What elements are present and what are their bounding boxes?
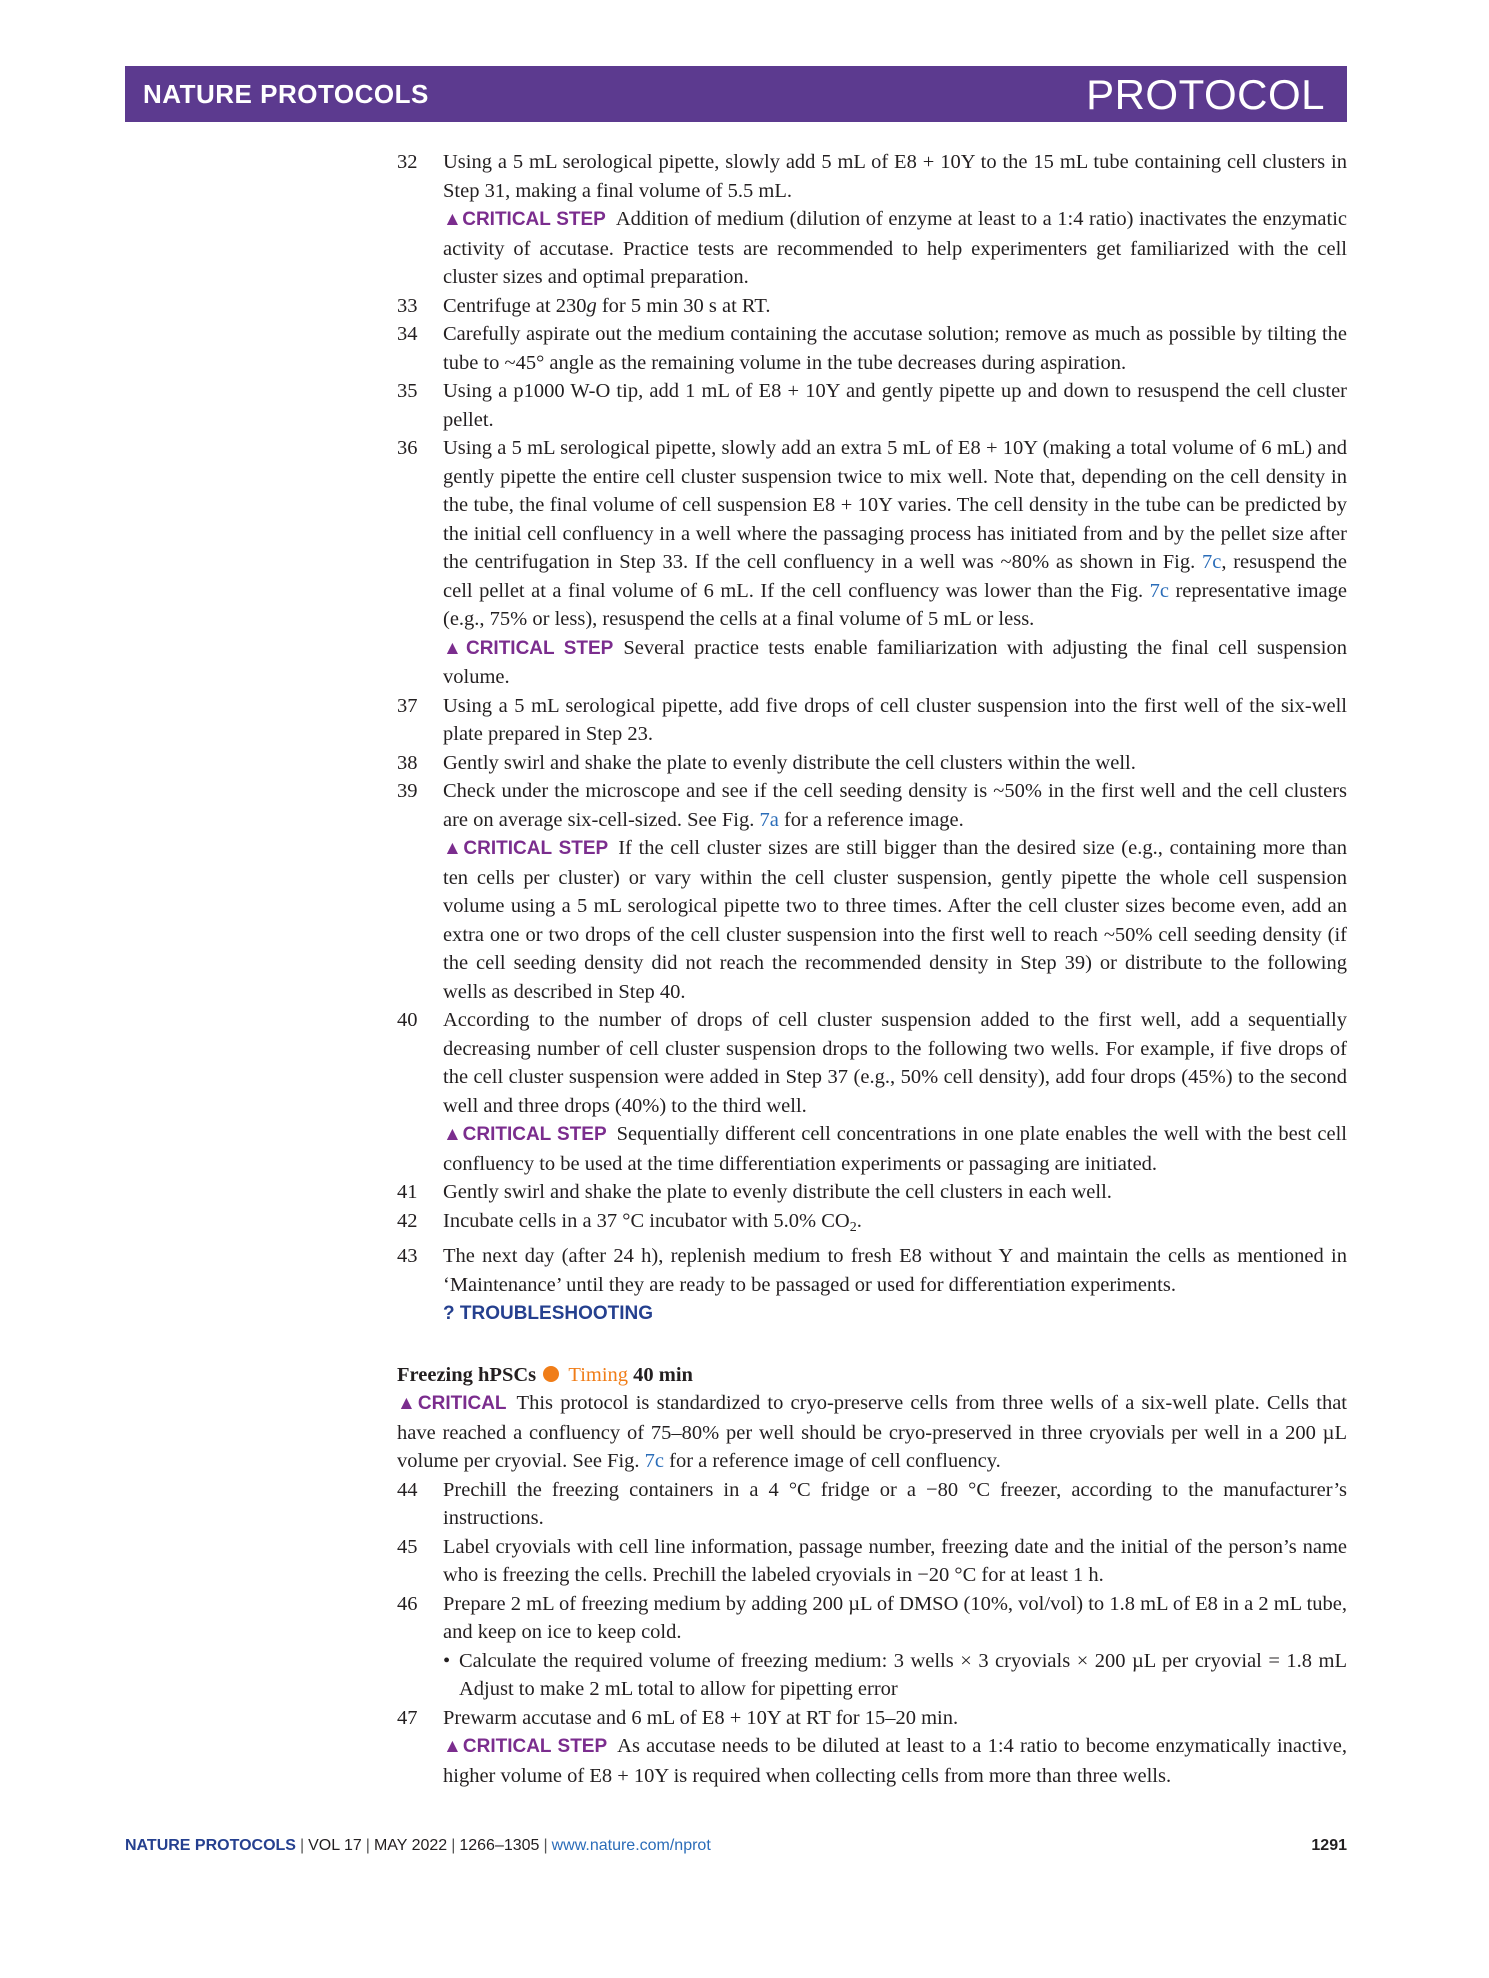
step-number: 34 [397,323,418,345]
footer-pages: 1266–1305 [459,1837,540,1854]
step-38 [397,749,1347,778]
footer-url-link[interactable]: www.nature.com/nprot [551,1837,711,1854]
step-number: 43 [397,1245,418,1267]
step-35 [397,377,1347,434]
step-number: 40 [397,1009,418,1031]
step-number: 37 [397,694,418,717]
step-text-part: for a reference image. [778,808,964,831]
step-text: Label cryovials with cell line information, passage number, freezing date and the initial of the person’s name who is freezing the cells. Prechill the labeled cryovials in −20 °C for at least 1 h. [443,1535,1347,1586]
step-text: Using a p1000 W-O tip, add 1 mL of E8 + 10Y and gently pipette up and down to resuspend the cell cluster pellet. [443,380,1347,431]
critical-step-40 [397,1120,1347,1178]
step-number: 39 [397,780,418,802]
critical-step-label: ▲CRITICAL STEP [443,1736,608,1757]
critical-step-text: Sequentially different cell concentrations in one plate enables the well with the best cell confluency to be used at the time differentiation experiments or passaging are initiated. [443,1123,1347,1175]
step-number: 33 [397,294,418,317]
step-number: 46 [397,1592,418,1615]
step-47 [397,1704,1347,1733]
footer-date: MAY 2022 [373,1837,448,1854]
footer-separator: | [543,1837,548,1854]
critical-step-text: If the cell cluster sizes are still bigger than the desired size (e.g., containing more than ten cells per cluster) or vary within the cell cluster suspension, gently pipette the whole cell suspension volume using a 5 mL serological pipette two to three times. After the cell cluster sizes become even, add an extra one or two drops of the cell cluster suspension into the first well to reach ~50% cell seeding density (if the cell seeding density did not reach the recommended density in Step 39) or distribute to the following wells as described in Step 40. [443,837,1347,1003]
step-text-part: Centrifuge at 230 [443,294,587,317]
critical-text-part: for a reference image of cell confluency. [664,1450,1001,1472]
troubleshooting-label[interactable]: ? TROUBLESHOOTING [443,1303,654,1324]
critical-step-47 [397,1732,1347,1790]
step-text: Prechill the freezing containers in a 4 °C fridge or a −80 °C freezer, according to the manufacturer’s instructions. [443,1478,1347,1529]
step-45 [397,1533,1347,1590]
footer-separator: | [365,1837,370,1854]
main-content [397,148,1347,1790]
step-43 [397,1242,1347,1299]
step-44 [397,1476,1347,1533]
step-33 [397,292,1347,321]
step-text-part: Incubate cells in a 37 °C incubator with 5.0% CO [443,1209,850,1232]
section-heading [397,1361,1347,1390]
bullet-text: Calculate the required volume of freezing medium: 3 wells × 3 cryovials × 200 µL per cryovial = 1.8 mL Adjust to make 2 mL total to allow for pipetting error [459,1649,1347,1700]
step-text: The next day (after 24 h), replenish medium to fresh E8 without Y and maintain the cells as mentioned in ‘Maintenance’ until they are ready to be passaged or used for differentiation experiments. [443,1245,1347,1296]
step-text-part: , resuspend the cell pellet at a final volume of 6 mL. If the cell confluency was lower than the Fig. [443,551,1347,602]
critical-step-text: As accutase needs to be diluted at least to a 1:4 ratio to become enzymatically inactive, higher volume of E8 + 10Y is required when collecting cells from more than three wells. [443,1735,1347,1787]
step-text-part: Check under the microscope and see if the cell seeding density is ~50% in the first well and the cell clusters are on average six-cell-sized. See Fig. [443,780,1347,831]
step-number: 41 [397,1181,418,1203]
critical-label: ▲CRITICAL [397,1393,507,1414]
step-46 [397,1590,1347,1647]
timing-label: Timing [568,1363,629,1386]
page-footer [125,1837,1347,1855]
bullet-item [443,1647,1347,1704]
step-32 [397,148,1347,205]
step-number: 44 [397,1478,418,1501]
timing-dot-icon [543,1366,559,1382]
subscript: 2 [849,1219,857,1235]
page-number: 1291 [1311,1837,1347,1854]
step-text: Using a 5 mL serological pipette, add five drops of cell cluster suspension into the first well of the six-well plate prepared in Step 23. [443,694,1347,745]
critical-step-label: ▲CRITICAL STEP [443,838,609,859]
step-text: Prepare 2 mL of freezing medium by adding 200 µL of DMSO (10%, vol/vol) to 1.8 mL of E8 in a 2 mL tube, and keep on ice to keep cold. [443,1592,1347,1643]
step-number: 35 [397,380,418,402]
critical-step-label: ▲CRITICAL STEP [443,637,614,659]
step-41 [397,1178,1347,1207]
section-title: Freezing hPSCs [397,1363,537,1386]
footer-journal: NATURE PROTOCOLS [125,1837,296,1854]
step-text-part: for 5 min 30 s at RT. [596,294,771,317]
step-text-part: Using a 5 mL serological pipette, slowly add an extra 5 mL of E8 + 10Y (making a total volume of 6 mL) and gently pipette the entire cell cluster suspension twice to mix well. Note that, depending on the cell density in the tube, the final volume of cell suspension E8 + 10Y varies. The cell density in the tube can be predicted by the initial cell confluency in a well where the passaging process has initiated from and by the pellet size after the centrifugation in Step 33. If the cell confluency in a well was ~80% as shown in Fig. [443,437,1347,573]
step-number: 36 [397,437,418,459]
critical-step-text: Addition of medium (dilution of enzyme at least to a 1:4 ratio) inactivates the enzymatic activity of accutase. Practice tests are recommended to help experimenters get familiarized with the cell cluster sizes and optimal preparation. [443,208,1347,288]
footer-separator: | [451,1837,456,1854]
journal-name: NATURE PROTOCOLS [143,79,429,109]
step-36 [397,434,1347,634]
step-text: According to the number of drops of cell cluster suspension added to the first well, add a sequentially decreasing number of cell cluster suspension drops to the following two wells. For example, if five drops of the cell cluster suspension were added in Step 37 (e.g., 50% cell density), add four drops (45%) to the second well and three drops (40%) to the third well. [443,1009,1347,1117]
step-text: Using a 5 mL serological pipette, slowly add 5 mL of E8 + 10Y to the 15 mL tube containing cell clusters in Step 31, making a final volume of 5.5 mL. [443,151,1347,202]
figure-link[interactable]: 7c [644,1450,665,1472]
step-37 [397,692,1347,749]
section-critical-note [397,1389,1347,1476]
step-number: 38 [397,751,418,774]
critical-step-32 [397,205,1347,292]
article-type: PROTOCOL [1086,71,1325,118]
figure-link[interactable]: 7a [759,808,779,831]
step-number: 42 [397,1209,418,1232]
critical-text-part: This protocol is standardized to cryo-preserve cells from three wells of a six-well plate. Cells that have reached a confluency of 75–80% per well should be cryo-preserved in three cryovials per well in a 200 µL volume per cryovial. See Fig. [397,1392,1347,1472]
step-text-part: . [856,1209,862,1232]
step-text: Gently swirl and shake the plate to evenly distribute the cell clusters in each well. [443,1181,1112,1203]
footer-volume: VOL 17 [308,1837,362,1854]
step-number: 32 [397,151,418,173]
timing-value: 40 min [633,1363,693,1386]
step-40 [397,1006,1347,1120]
g-force-symbol: g [586,294,597,317]
step-text: Prewarm accutase and 6 mL of E8 + 10Y at RT for 15–20 min. [443,1706,959,1729]
bullet-46 [397,1647,1347,1704]
step-34 [397,320,1347,377]
step-39 [397,777,1347,834]
step-text: Gently swirl and shake the plate to evenly distribute the cell clusters within the well. [443,751,1136,774]
bullet-icon: • [443,1649,451,1672]
critical-step-36 [397,634,1347,692]
page-header [125,66,1347,122]
critical-step-39 [397,834,1347,1006]
figure-link[interactable]: 7c [1201,551,1222,573]
step-text-part: representative image (e.g., 75% or less), resuspend the cells at a final volume of 5 mL or less. [443,579,1347,630]
step-42 [397,1207,1347,1243]
critical-step-label: ▲CRITICAL STEP [443,209,606,230]
step-number: 45 [397,1535,418,1558]
footer-separator: | [299,1837,305,1854]
critical-step-text: Several practice tests enable familiarization with adjusting the final cell suspension volume. [443,636,1347,688]
step-number: 47 [397,1706,418,1729]
troubleshooting-link [397,1299,1347,1329]
figure-link[interactable]: 7c [1149,579,1169,602]
step-text: Carefully aspirate out the medium containing the accutase solution; remove as much as possible by tilting the tube to ~45° angle as the remaining volume in the tube decreases during aspiration. [443,323,1347,374]
critical-step-label: ▲CRITICAL STEP [443,1124,607,1145]
